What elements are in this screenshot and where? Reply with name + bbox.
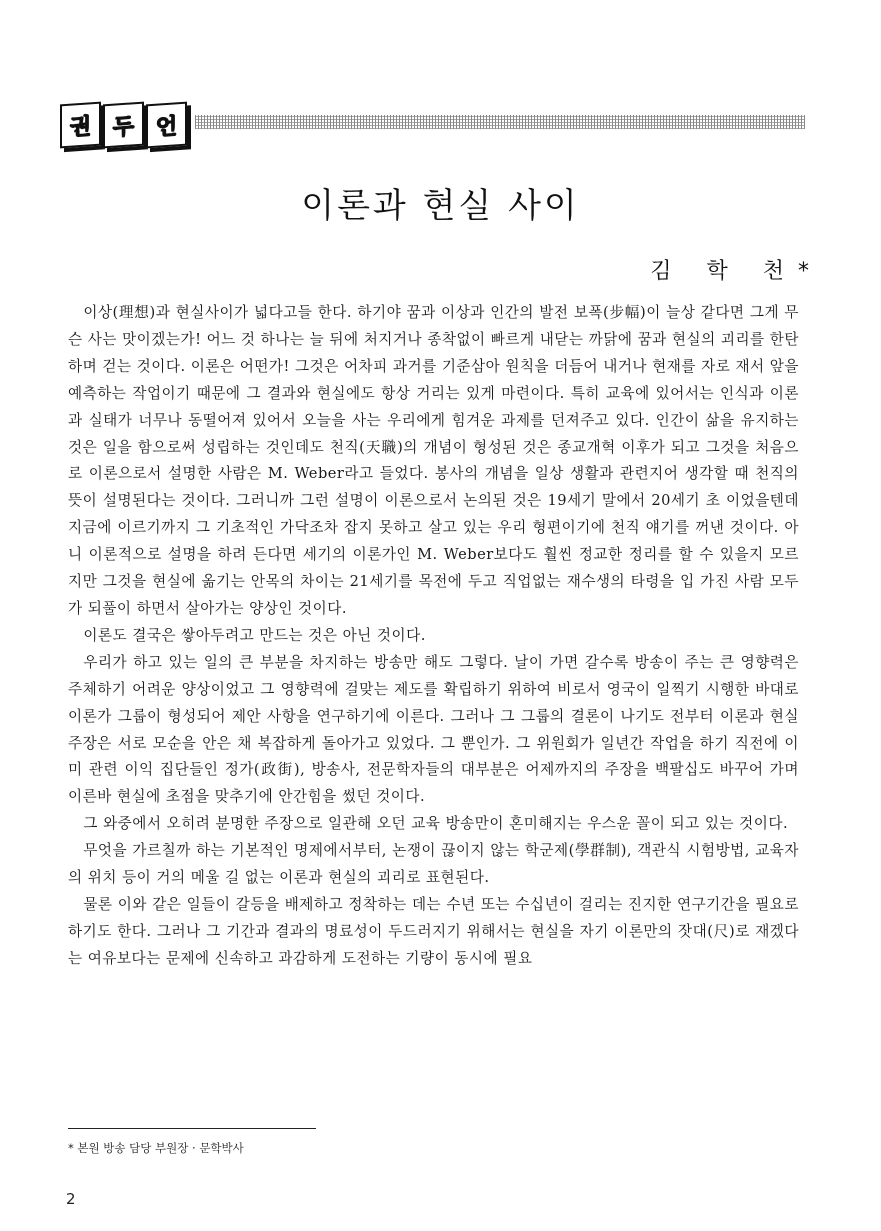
column-label-block: 두 <box>103 102 144 149</box>
body-paragraph: 그 와중에서 오히려 분명한 주장으로 일관해 오던 교육 방송만이 혼미해지는 우스운 꼴이 되고 있는 것이다. <box>83 815 789 833</box>
footnote-divider <box>68 1128 316 1129</box>
body-paragraph: 이론도 결국은 쌓아두려고 만드는 것은 아닌 것이다. <box>83 626 426 644</box>
column-label-block: 권 <box>60 102 101 149</box>
column-label-block: 언 <box>146 102 187 149</box>
body-paragraph: 우리가 하고 있는 일의 큰 부분을 차지하는 방송만 해도 그렇다. 날이 가면 갈수록 방송이 주는 큰 영향력은 주체하기 어려운 양상이었고 그 영향력에 걸맞는 제도를 확립하기 위하여 비로서 영국이 일찍기 시행한 바대로 이론가 그룹이 형성되어 제안 사항을 연구하기에 이른다. 그러나 그 그룹의 결론이 나기도 전부터 이론과 현실 주장은 서로 모순을 안은 채 복잡하게 돌아가고 있었다. 그 뿐인가. 그 위원회가 일년간 작업을 하기 직전에 이미 관련 이익 집단들인 정가(政街), 방송사, 전문학자들의 대부분은 어제까지의 주장을 백팔십도 바꾸어 가며 이른바 현실에 초점을 맞추기에 안간힘을 썼던 것이다. <box>68 653 799 806</box>
footnote: * 본원 방송 담당 부원장 · 문학박사 <box>68 1141 244 1155</box>
column-label-blocks <box>60 103 187 147</box>
author-name: 김 학 천* <box>650 259 823 284</box>
article-title: 이론과 현실 사이 <box>301 186 580 226</box>
article-body <box>68 300 799 973</box>
header-hatch-rule <box>195 115 805 129</box>
body-paragraph: 이상(理想)과 현실사이가 넓다고들 한다. 하기야 꿈과 이상과 인간의 발전 보폭(步幅)이 늘상 같다면 그게 무슨 사는 맛이겠는가! 어느 것 하나는 늘 뒤에 처지거나 종착없이 빠르게 내닫는 까닭에 꿈과 현실의 괴리를 한탄하며 걷는 것이다. 이론은 어떤가! 그것은 어차피 과거를 기준삼아 원칙을 더듬어 내거나 현재를 자로 재서 앞을 예측하는 작업이기 때문에 그 결과와 현실에도 항상 거리는 있게 마련이다. 특히 교육에 있어서는 인식과 이론과 실태가 너무나 동떨어져 있어서 오늘을 사는 우리에게 힘겨운 과제를 던져주고 있다. 인간이 삶을 유지하는 것은 일을 함으로써 성립하는 것인데도 천직(天職)의 개념이 형성된 것은 종교개혁 이후가 되고 그것을 처음으로 이론으로서 설명한 사람은 M. Weber라고 들었다. 봉사의 개념을 일상 생활과 관련지어 생각할 때 천직의 뜻이 설명된다는 것이다. 그러니까 그런 설명이 이론으로서 논의된 것은 19세기 말에서 20세기 초 이었을텐데 지금에 이르기까지 그 기초적인 가닥조차 잡지 못하고 살고 있는 우리 형편이기에 천직 얘기를 꺼낸 것이다. 아니 이론적으로 설명을 하려 든다면 세기의 이론가인 M. Weber보다도 훨씬 정교한 정리를 할 수 있을지 모르지만 그것을 현실에 옮기는 안목의 차이는 21세기를 목전에 두고 직업없는 재수생의 타령을 입 가진 사람 모두가 되풀이 하면서 살아가는 양상인 것이다. <box>68 304 800 617</box>
body-paragraph: 물론 이와 같은 일들이 갈등을 배제하고 정착하는 데는 수년 또는 수십년이 걸리는 진지한 연구기간을 필요로 하기도 한다. 그러나 그 기간과 결과의 명료성이 두드러지기 위해서는 현실을 자기 이론만의 잣대(尺)로 재겠다는 여유보다는 문제에 신속하고 과감하게 도전하는 기량이 동시에 필요 <box>68 895 799 967</box>
body-paragraph: 무엇을 가르칠까 하는 기본적인 명제에서부터, 논쟁이 끊이지 않는 학군제(學群制), 객관식 시험방법, 교육자의 위치 등이 거의 메울 길 없는 이론과 현실의 괴리로 표현된다. <box>68 842 799 887</box>
column-header <box>60 103 805 153</box>
page-number: 2 <box>66 1190 76 1208</box>
